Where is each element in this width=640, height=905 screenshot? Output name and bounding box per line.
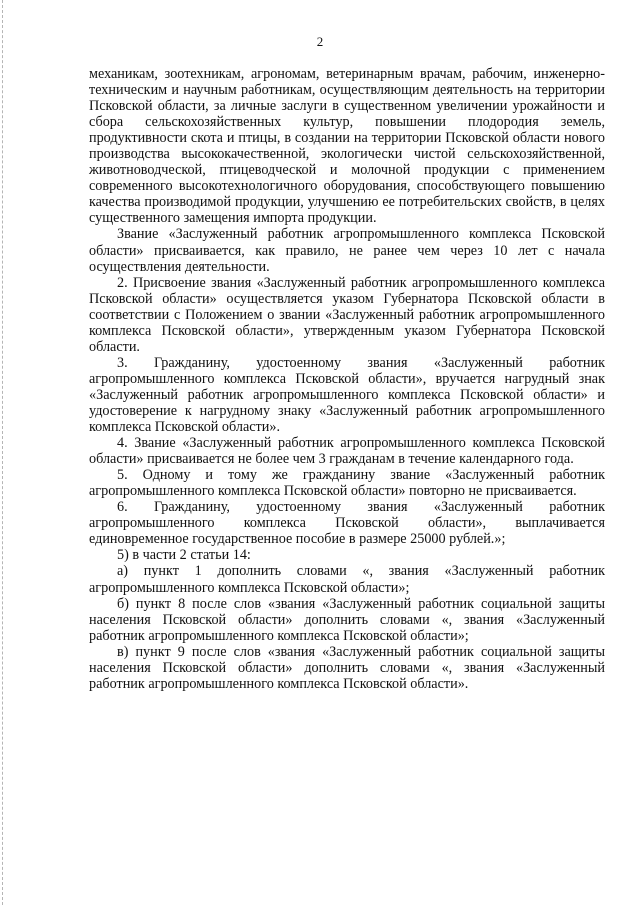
page-number: 2 — [316, 34, 324, 49]
paragraph-subitem-b: б) пункт 8 после слов «звания «Заслуженный работник социальной защиты населения Псковской области» дополнить словами «, звания «Заслуженный работник агропромышленного комплекса Псковской области»; — [89, 595, 605, 644]
paragraph-title-term: Звание «Заслуженный работник агропромышленного комплекса Псковской области» присваивается, как правило, не ранее чем через 10 лет с начала осуществления деятельности. — [89, 226, 605, 275]
page-edge-line — [2, 0, 4, 905]
paragraph-item-3: 3. Гражданину, удостоенному звания «Заслуженный работник агропромышленного комплекса Псковской области», вручается нагрудный знак «Заслуженный работник агропромышленного комплекса Псковской области» и удостоверение к нагрудному знаку «Заслуженный работник агропромышленного комплекса Псковской области». — [89, 354, 605, 436]
document-body — [89, 66, 605, 692]
paragraph-article-14: 5) в части 2 статьи 14: — [117, 547, 251, 564]
paragraph-item-5: 5. Одному и тому же гражданину звание «Заслуженный работник агропромышленного комплекса Псковской области» повторно не присваивается. — [89, 467, 605, 500]
paragraph-item-6: 6. Гражданину, удостоенному звания «Заслуженный работник агропромышленного комплекса Псковской области», выплачивается единовременное государственное пособие в размере 25000 рублей.»; — [89, 499, 605, 548]
paragraph-item-4: 4. Звание «Заслуженный работник агропромышленного комплекса Псковской области» присваивается не более чем 3 гражданам в течение календарного года. — [89, 435, 605, 468]
paragraph-subitem-a: а) пункт 1 дополнить словами «, звания «Заслуженный работник агропромышленного комплекса Псковской области»; — [89, 563, 605, 596]
paragraph-subitem-v: в) пункт 9 после слов «звания «Заслуженный работник социальной защиты населения Псковской области» дополнить словами «, звания «Заслуженный работник агропромышленного комплекса Псковской области». — [89, 643, 605, 692]
paragraph-item-2: 2. Присвоение звания «Заслуженный работник агропромышленного комплекса Псковской области» осуществляется указом Губернатора Псковской области в соответствии с Положением о звании «Заслуженный работник агропромышленного комплекса Псковской области», утвержденным указом Губернатора Псковской области. — [89, 274, 605, 355]
paragraph-continuation: механикам, зоотехникам, агрономам, ветеринарным врачам, рабочим, инженерно-техническим и научным работникам, осуществляющим деятельность на территории Псковской области, за личные заслуги в существенном увеличении урожайности и сбора сельскохозяйственных культур, повышении плодородия земель, продуктивности скота и птицы, в создании на территории Псковской области нового производства высококачественной, экологически чистой сельскохозяйственной, животноводческой, птицеводческой и молочной продукции с применением современного высокотехнологичного оборудования, способствующего повышению качества производимой продукции, улучшению ее потребительских свойств, в целях существенного замещения импорта продукции. — [89, 66, 605, 227]
